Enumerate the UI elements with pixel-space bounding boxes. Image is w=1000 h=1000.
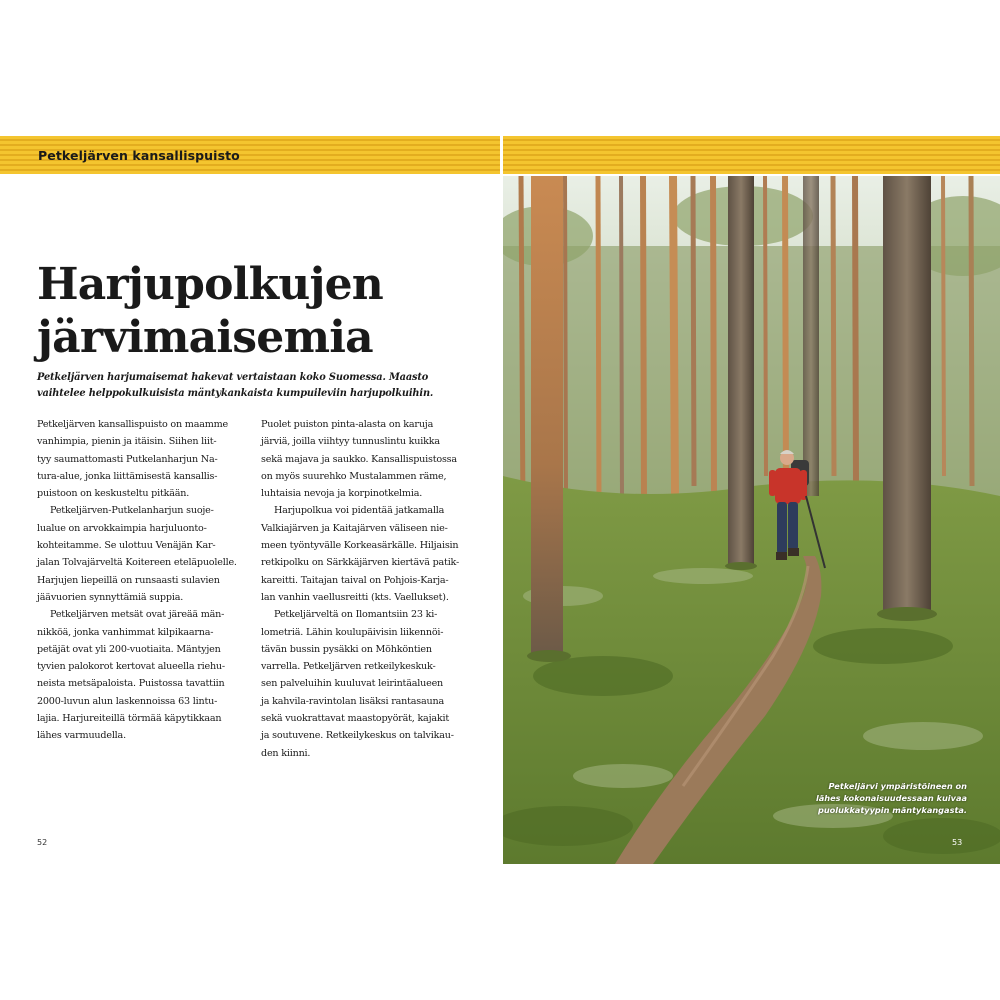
text-line: jalan Tolvajärveltä Koitereen eteläpuolelle.	[37, 557, 237, 569]
text-line: lan vanhin vaellusreitti (kts. Vaellukset).	[261, 591, 449, 603]
text-line: vanhimpia, pienin ja itäisin. Siihen liit-	[37, 436, 217, 448]
text-line: retkipolku on Särkkäjärven kiertävä patik-	[261, 557, 460, 569]
text-line: Harjujen liepeillä on runsaasti sulavien	[37, 574, 220, 586]
text-line: ja kahvila-ravintolan lisäksi rantasauna	[261, 695, 445, 707]
text-line: lometriä. Lähin koulupäivisin liikennöi-	[261, 626, 444, 638]
text-line: varrella. Petkeljärven retkeilykeskuk-	[261, 661, 436, 673]
text-line: petäjät ovat yli 200-vuotiaita. Mäntyjen	[37, 643, 221, 655]
article-title-line-1: Harjupolkujen	[37, 259, 383, 310]
text-line: sekä majava ja saukko. Kansallispuistossa	[261, 453, 457, 465]
text-line: tyvien palokorot kertovat alueella riehu-	[37, 661, 225, 673]
text-line: Petkeljärven metsät ovat järeää män-	[50, 609, 225, 621]
paragraph	[37, 502, 252, 606]
forest-illustration	[503, 176, 1000, 864]
forest-photo	[503, 176, 1000, 864]
text-line: Petkeljärven-Putkelanharjun suoje-	[50, 505, 214, 517]
text-line: kareitti. Taitajan taival on Pohjois-Karja-	[261, 574, 449, 586]
text-line: jäävuorien synnyttämiä suppia.	[37, 591, 184, 603]
article-title-line-2: järvimaisemia	[37, 312, 373, 363]
text-line: 2000-luvun alun laskennoissa 63 lintu-	[37, 695, 218, 707]
text-line: Harjupolkua voi pidentää jatkamalla	[274, 505, 445, 517]
page-number-right: 53	[952, 838, 963, 847]
paragraph	[261, 502, 476, 606]
caption-line: lähes kokonaisuudessaan kuivaa	[815, 793, 967, 803]
paragraph	[261, 416, 476, 502]
text-line: lähes varmuudella.	[37, 730, 126, 742]
text-line: lajia. Harjureiteillä törmää käpytikkaan	[37, 713, 222, 725]
header-band-right	[503, 136, 1000, 174]
text-line: meen työntyvälle Korkeasärkälle. Hiljaisin	[261, 540, 459, 552]
paragraph	[37, 416, 252, 502]
text-line: kohteitamme. Se ulottuu Venäjän Kar-	[37, 540, 216, 552]
text-line: Petkeljärven kansallispuisto on maamme	[37, 419, 229, 430]
text-line: neista metsäpaloista. Puistossa tavattiin	[37, 678, 225, 690]
text-line: tura-alue, jonka liittämisestä kansallis-	[37, 470, 218, 482]
text-line: Puolet puiston pinta-alasta on karuja	[261, 419, 434, 430]
text-line: lualue on arvokkaimpia harjuluonto-	[37, 522, 207, 534]
paragraph	[37, 606, 252, 744]
page-number-left: 52	[37, 838, 48, 847]
text-column-1	[37, 416, 252, 745]
text-line: den kiinni.	[261, 747, 311, 759]
text-column-2	[261, 416, 476, 762]
paragraph	[261, 606, 476, 762]
caption-line: puolukkatyypin mäntykangasta.	[817, 805, 967, 815]
lead-line: vaihtelee helppokulkuisista mäntykankaista kumpuileviin harjupolkuihin.	[37, 388, 434, 399]
lead-line: Petkeljärven harjumaisemat hakevat vertaistaan koko Suomessa. Maasto	[37, 372, 429, 383]
text-line: Valkiajärven ja Kaitajärven väliseen nie-	[261, 522, 448, 534]
text-line: puistoon on keskusteltu pitkään.	[37, 488, 190, 500]
article-title	[37, 258, 383, 364]
text-line: on myös suurehko Mustalammen räme,	[261, 470, 447, 482]
text-line: tyy saumattomasti Putkelanharjun Na-	[37, 453, 218, 465]
text-line: sen palveluihin kuuluvat leirintäalueen	[261, 678, 444, 690]
text-line: nikköä, jonka vanhimmat kilpikaarna-	[37, 626, 214, 638]
text-line: Petkeljärveltä on Ilomantsiin 23 ki-	[274, 609, 438, 621]
section-label: Petkeljärven kansallispuisto	[38, 148, 240, 163]
photo-caption	[782, 780, 967, 816]
text-line: tävän bussin pysäkki on Möhköntien	[261, 643, 432, 655]
caption-line: Petkeljärvi ympäristöineen on	[828, 781, 967, 791]
text-line: ja soutuvene. Retkeilykeskus on talvikau-	[261, 730, 454, 742]
text-line: luhtaisia nevoja ja korpinotkelmia.	[261, 488, 423, 500]
article-lead	[37, 370, 433, 402]
text-line: järviä, joilla viihtyy tunnuslintu kuikka	[261, 436, 440, 448]
text-line: sekä vuokrattavat maastopyörät, kajakit	[261, 713, 450, 725]
